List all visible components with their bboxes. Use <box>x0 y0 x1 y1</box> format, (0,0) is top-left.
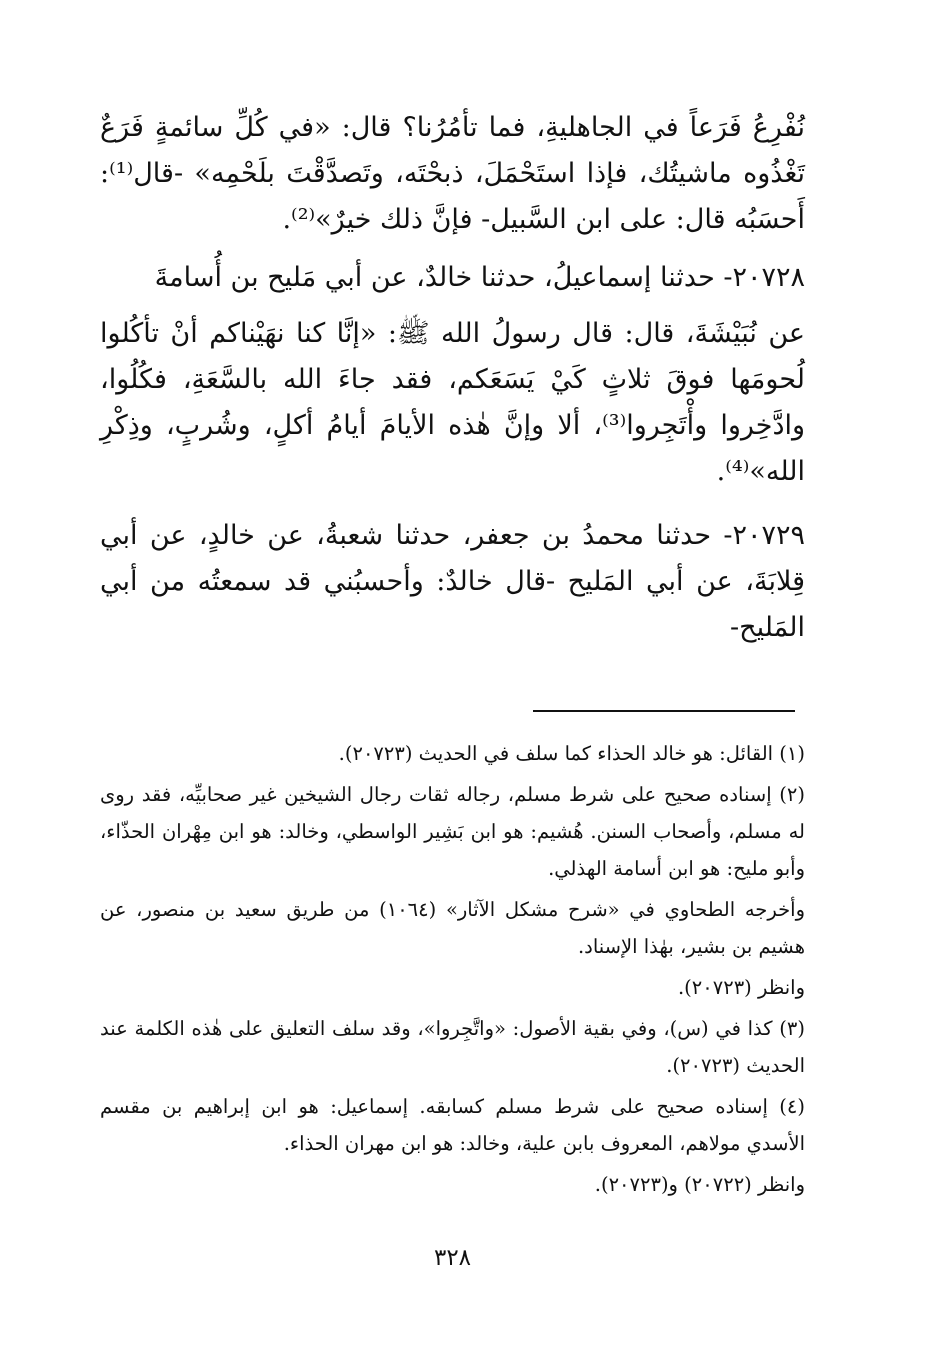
paragraph-continuation: نُفْرِعُ فَرَعاً في الجاهليةِ، فما تأمُرُنا؟ قال: «في كُلِّ سائمةٍ فَرَعٌ تَغْذُوه ماشيتُك، فإذا استَحْمَلَ، ذبحْتَه، وتَصدَّقْتَ بلَحْمِه» -قال⁽¹⁾: أَحسَبُه قال: على ابن السَّبيل- فإنَّ ذلك خيرٌ»⁽²⁾. <box>100 112 805 235</box>
footnotes <box>100 735 805 1207</box>
hadith-20728-body: عن نُبَيْشَةَ، قال: قال رسولُ الله ﷺ: «إنَّا كنا نهَيْناكم أنْ تأكُلوا لُحومَها فوقَ ثلاثٍ كَيْ يَسَعَكم، فقد جاءَ الله بالسَّعَةِ، فكُلُوا، وادَّخِروا وأْتَجِروا⁽³⁾، ألا وإنَّ هٰذه الأيامَ أيامُ أكلٍ، وشُربٍ، وذِكْرِ الله»⁽⁴⁾. <box>100 318 806 487</box>
hadith-20729: ٢٠٧٢٩- حدثنا محمدُ بن جعفر، حدثنا شعبةُ، عن خالدٍ، عن أبي قِلابَةَ، عن أبي المَليح -قال خالدٌ: وأحسبُني قد سمعتُه من أبي المَليح- <box>100 520 805 643</box>
footnote-4: (٤) إسناده صحيح على شرط مسلم كسابقه. إسماعيل: هو ابن إبراهيم بن مقسم الأسدي مولاهم، المعروف بابن علية، وخالد: هو ابن مهران الحذاء. <box>100 1095 805 1155</box>
footnote-2-see-also: وانظر (٢٠٧٢٣). <box>677 976 805 999</box>
footnote-2: (٢) إسناده صحيح على شرط مسلم، رجاله ثقات رجال الشيخين غير صحابيِّه، فقد روى له مسلم، وأصحاب السنن. هُشيم: هو ابن بَشِير الواسطي، وخالد: هو ابن مِهْران الحذّاء، وأبو مليح: هو ابن أسامة الهذلي. <box>100 783 805 880</box>
footnote-1: (١) القائل: هو خالد الحذاء كما سلف في الحديث (٢٠٧٢٣). <box>338 742 805 765</box>
main-text <box>100 105 805 651</box>
footnote-3: (٣) كذا في (س)، وفي بقية الأصول: «واتَّجِروا»، وقد سلف التعليق على هٰذه الكلمة عند الحديث (٢٠٧٢٣). <box>100 1017 805 1077</box>
hadith-20728-lead: ٢٠٧٢٨- حدثنا إسماعيلُ، حدثنا خالدٌ، عن أبي مَليح بن أُسامةَ <box>154 262 805 293</box>
footnote-4-see-also: وانظر (٢٠٧٢٢) و(٢٠٧٢٣). <box>594 1173 805 1196</box>
page-number: ٣٢٨ <box>433 1245 472 1271</box>
footnote-separator <box>533 710 795 712</box>
footnote-2-continuation: وأخرجه الطحاوي في «شرح مشكل الآثار» (١٠٦٤) من طريق سعيد بن منصور، عن هشيم بن بشير، بهٰذا الإسناد. <box>100 898 806 958</box>
page <box>100 105 805 1305</box>
